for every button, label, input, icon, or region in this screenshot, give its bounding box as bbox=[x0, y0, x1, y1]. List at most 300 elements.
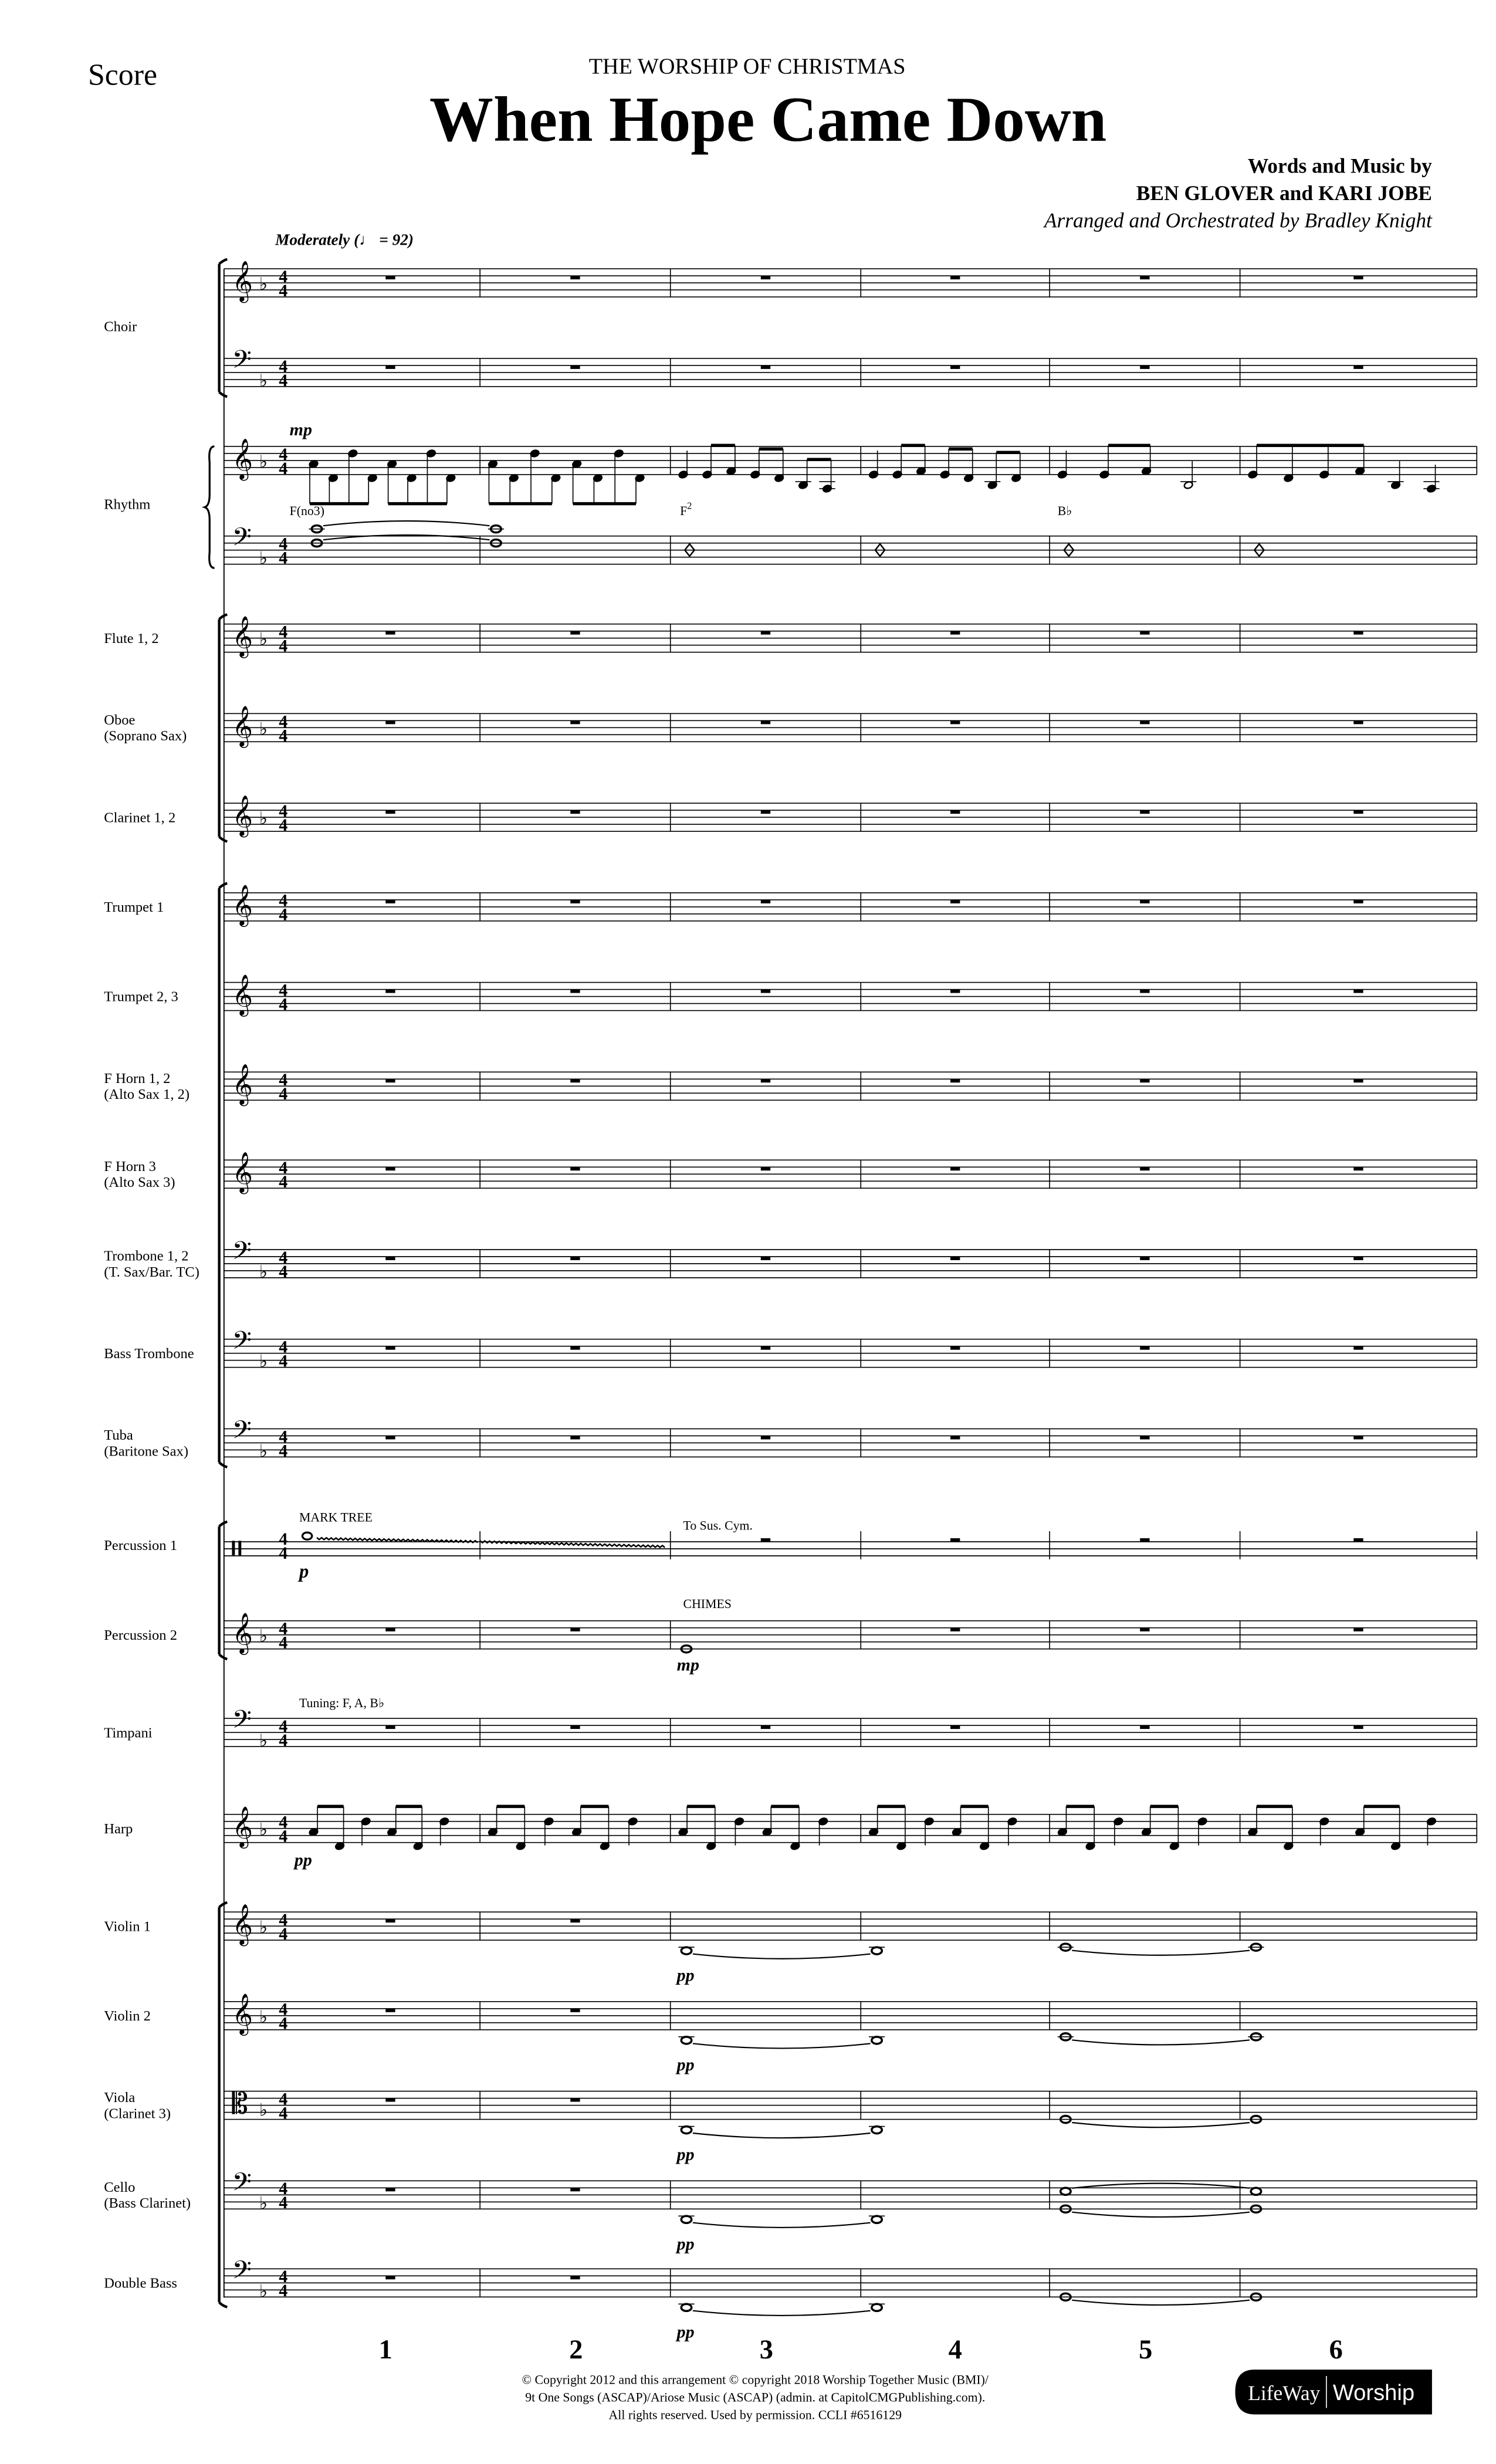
time-signature: 4 bbox=[279, 712, 288, 732]
whole-rest bbox=[570, 365, 580, 369]
perc1-instrument: MARK TREE bbox=[299, 1510, 373, 1525]
staff-timpani bbox=[104, 1705, 1477, 1751]
instrument-label: Tuba bbox=[104, 1427, 133, 1443]
whole-note bbox=[872, 2127, 882, 2134]
whole-rest bbox=[1353, 1346, 1363, 1350]
bracket bbox=[219, 259, 228, 397]
credit-arranger: Arranged and Orchestrated by Bradley Knight bbox=[1044, 208, 1432, 232]
time-signature: 4 bbox=[279, 1633, 288, 1653]
whole-rest bbox=[570, 810, 580, 814]
treble-clef-icon: 𝄞 bbox=[232, 884, 253, 926]
tempo-marking: Moderately (♩ = 92) bbox=[275, 231, 414, 249]
instrument-label: Percussion 2 bbox=[104, 1627, 177, 1643]
whole-rest bbox=[1353, 1628, 1363, 1632]
whole-rest bbox=[1140, 1436, 1149, 1439]
whole-rest bbox=[385, 2009, 395, 2012]
key-signature-flat: ♭ bbox=[259, 2194, 268, 2213]
time-signature: 4 bbox=[279, 2267, 288, 2287]
bass-clef-icon: 𝄢 bbox=[232, 1236, 252, 1272]
instrument-label: (Alto Sax 1, 2) bbox=[104, 1087, 190, 1103]
whole-rest bbox=[1140, 990, 1149, 993]
whole-rest bbox=[385, 990, 395, 993]
whole-rest bbox=[761, 990, 770, 993]
whole-rest bbox=[385, 1436, 395, 1439]
time-signature: 4 bbox=[279, 2013, 288, 2033]
whole-rest bbox=[385, 1919, 395, 1923]
instrument-label: F Horn 3 bbox=[104, 1158, 156, 1175]
whole-rest bbox=[385, 1167, 395, 1170]
whole-rest bbox=[570, 2276, 580, 2279]
chord-symbol-m5: B♭ bbox=[1057, 504, 1072, 519]
staff-tuba bbox=[104, 1416, 1477, 1461]
bass-clef-icon: 𝄢 bbox=[232, 1416, 252, 1451]
instrument-label: Bass Trombone bbox=[104, 1345, 194, 1362]
instrument-label: Trumpet 2, 3 bbox=[104, 989, 178, 1005]
whole-rest bbox=[761, 1167, 770, 1170]
key-signature-flat: ♭ bbox=[259, 1918, 268, 1938]
whole-note bbox=[302, 1532, 312, 1539]
whole-rest bbox=[1140, 631, 1149, 635]
measure-numbers bbox=[379, 2335, 1343, 2365]
key-signature-flat: ♭ bbox=[259, 719, 268, 739]
time-signature: 4 bbox=[279, 1731, 288, 1751]
score-label: Score bbox=[88, 58, 157, 92]
key-signature-flat: ♭ bbox=[259, 2282, 268, 2301]
instrument-label: Oboe bbox=[104, 712, 136, 728]
whole-rest bbox=[950, 1538, 960, 1542]
whole-rest bbox=[1353, 1167, 1363, 1170]
time-signature: 4 bbox=[279, 534, 288, 554]
key-signature-flat: ♭ bbox=[259, 452, 268, 472]
whole-rest bbox=[950, 365, 960, 369]
staff-bass-trombone bbox=[104, 1326, 1477, 1371]
whole-rest bbox=[950, 810, 960, 814]
time-signature: 4 bbox=[279, 370, 288, 390]
staff-choir-bass bbox=[224, 345, 1477, 390]
whole-rest bbox=[950, 1257, 960, 1260]
instrument-label: Clarinet 1, 2 bbox=[104, 810, 176, 826]
whole-note bbox=[872, 2304, 882, 2311]
time-signature: 4 bbox=[279, 2193, 288, 2213]
bass-clef-icon: 𝄢 bbox=[232, 1705, 252, 1741]
whole-rest bbox=[1140, 1538, 1149, 1542]
whole-rest bbox=[570, 1079, 580, 1082]
bass-clef-icon: 𝄢 bbox=[232, 2167, 252, 2203]
instrument-label: Rhythm bbox=[104, 496, 151, 513]
instrument-label: (Baritone Sax) bbox=[104, 1443, 189, 1460]
key-signature-flat: ♭ bbox=[259, 275, 268, 295]
whole-note bbox=[872, 2037, 882, 2044]
measure-number: 4 bbox=[948, 2335, 962, 2365]
staff-rhythm-treble bbox=[104, 438, 1477, 512]
time-signature: 4 bbox=[279, 2281, 288, 2301]
whole-rest bbox=[570, 1628, 580, 1632]
perc1-instrument-change: To Sus. Cym. bbox=[683, 1518, 753, 1533]
whole-rest bbox=[1140, 365, 1149, 369]
key-signature-flat: ♭ bbox=[259, 1626, 268, 1646]
chord-symbol-m3 bbox=[680, 500, 692, 518]
whole-rest bbox=[385, 2188, 395, 2191]
instrument-label: Cello bbox=[104, 2179, 136, 2195]
copyright-line: © Copyright 2012 and this arrangement © copyright 2018 Worship Together Music (BMI)/ bbox=[522, 2372, 989, 2387]
whole-rest bbox=[385, 1628, 395, 1632]
whole-rest bbox=[950, 1079, 960, 1082]
annotations bbox=[290, 420, 1072, 2342]
staff-percussion2 bbox=[104, 1613, 1477, 1655]
logo-worship: Worship bbox=[1332, 2380, 1415, 2405]
whole-rest bbox=[1140, 1167, 1149, 1170]
bracket bbox=[219, 1522, 228, 1660]
whole-rest bbox=[385, 1346, 395, 1350]
treble-clef-icon: 𝄞 bbox=[232, 1152, 253, 1193]
treble-clef-icon: 𝄞 bbox=[232, 260, 253, 302]
time-signature: 4 bbox=[279, 1999, 288, 2019]
whole-note bbox=[681, 2216, 691, 2223]
footer bbox=[522, 2370, 1432, 2422]
bass-clef-icon: 𝄢 bbox=[232, 2255, 252, 2291]
viola-dynamic: pp bbox=[676, 2144, 695, 2164]
whole-note bbox=[1061, 2188, 1071, 2195]
perc2-instrument: CHIMES bbox=[683, 1596, 732, 1611]
time-signature: 4 bbox=[279, 622, 288, 642]
instrument-label: Percussion 1 bbox=[104, 1538, 177, 1554]
tie bbox=[693, 2223, 871, 2228]
whole-rest bbox=[385, 900, 395, 903]
whole-rest bbox=[1353, 990, 1363, 993]
measure-number: 3 bbox=[759, 2335, 773, 2365]
tie bbox=[1072, 2300, 1250, 2305]
double-bass-dynamic: pp bbox=[676, 2322, 695, 2342]
whole-rest bbox=[1353, 1079, 1363, 1082]
tie bbox=[323, 521, 490, 526]
whole-rest bbox=[761, 631, 770, 635]
treble-clef-icon: 𝄞 bbox=[232, 1064, 253, 1105]
whole-rest bbox=[761, 1436, 770, 1439]
bracket bbox=[219, 883, 228, 1467]
whole-rest bbox=[570, 720, 580, 724]
time-signature: 4 bbox=[279, 891, 288, 911]
tie bbox=[693, 1954, 871, 1959]
rhythm-dynamic: mp bbox=[289, 419, 312, 439]
whole-rest bbox=[570, 1725, 580, 1729]
logo-lifeway: LifeWay bbox=[1248, 2381, 1321, 2405]
whole-rest bbox=[1353, 900, 1363, 903]
whole-note bbox=[872, 2216, 882, 2223]
whole-rest bbox=[1353, 1725, 1363, 1729]
whole-rest bbox=[385, 720, 395, 724]
whole-rest bbox=[570, 1436, 580, 1439]
treble-clef-icon: 𝄞 bbox=[232, 1806, 253, 1847]
tie bbox=[1072, 1951, 1250, 1955]
staff-double-bass bbox=[104, 2256, 1477, 2316]
key-signature-flat: ♭ bbox=[259, 1441, 268, 1461]
whole-rest bbox=[950, 1346, 960, 1350]
instrument-label: Violin 2 bbox=[104, 2008, 151, 2025]
time-signature: 4 bbox=[279, 281, 288, 301]
time-signature: 4 bbox=[279, 1910, 288, 1930]
instrument-label: (Bass Clarinet) bbox=[104, 2195, 191, 2212]
staff-flute bbox=[104, 616, 1477, 658]
staff-violin1 bbox=[104, 1904, 1477, 1959]
time-signature: 4 bbox=[279, 267, 288, 287]
key-signature-flat: ♭ bbox=[259, 809, 268, 829]
whole-rest bbox=[950, 276, 960, 279]
whole-rest bbox=[761, 1079, 770, 1082]
whole-rest bbox=[950, 1725, 960, 1729]
time-signature: 4 bbox=[279, 980, 288, 1000]
whole-rest bbox=[570, 900, 580, 903]
staff-violin2 bbox=[104, 1993, 1477, 2049]
whole-note bbox=[681, 2037, 691, 2044]
whole-rest bbox=[761, 276, 770, 279]
whole-rest bbox=[570, 2188, 580, 2191]
tie bbox=[693, 2311, 871, 2316]
violin1-dynamic: pp bbox=[676, 1965, 695, 1985]
whole-rest bbox=[1140, 900, 1149, 903]
whole-rest bbox=[1353, 810, 1363, 814]
key-signature-flat: ♭ bbox=[259, 1731, 268, 1751]
time-signature: 4 bbox=[279, 1247, 288, 1267]
alto-clef-icon: 𝄡 bbox=[232, 2086, 248, 2121]
whole-rest bbox=[385, 1725, 395, 1729]
whole-rest bbox=[950, 1436, 960, 1439]
time-signature: 4 bbox=[279, 2103, 288, 2123]
treble-clef-icon: 𝄞 bbox=[232, 974, 253, 1016]
key-signature-flat: ♭ bbox=[259, 549, 268, 568]
whole-rest bbox=[385, 810, 395, 814]
staff-clarinet bbox=[104, 795, 1477, 837]
time-signature: 4 bbox=[279, 801, 288, 821]
perc2-dynamic: mp bbox=[676, 1655, 699, 1675]
key-signature-flat: ♭ bbox=[259, 2100, 268, 2120]
bass-clef-icon: 𝄢 bbox=[232, 345, 252, 381]
percussion-clef-icon bbox=[232, 1541, 235, 1555]
whole-rest bbox=[1140, 276, 1149, 279]
instrument-label: Timpani bbox=[104, 1725, 153, 1741]
measure-number: 6 bbox=[1329, 2335, 1343, 2365]
instrument-label: (Clarinet 3) bbox=[104, 2106, 171, 2122]
time-signature: 4 bbox=[279, 1619, 288, 1639]
whole-rest bbox=[1353, 631, 1363, 635]
staff-harp bbox=[104, 1806, 1477, 1850]
time-signature: 4 bbox=[279, 458, 288, 478]
time-signature: 4 bbox=[279, 1070, 288, 1090]
tie bbox=[693, 2043, 871, 2048]
whole-rest bbox=[385, 1257, 395, 1260]
timpani-tuning: Tuning: F, A, B♭ bbox=[299, 1696, 385, 1710]
whole-rest bbox=[761, 1725, 770, 1729]
song-title: When Hope Came Down bbox=[429, 84, 1107, 155]
staff-horn3 bbox=[104, 1152, 1477, 1194]
time-signature: 4 bbox=[279, 1826, 288, 1846]
whole-rest bbox=[570, 1167, 580, 1170]
whole-rest bbox=[761, 1346, 770, 1350]
staff-viola bbox=[104, 2087, 1477, 2138]
time-signature: 4 bbox=[279, 1924, 288, 1944]
whole-rest bbox=[950, 900, 960, 903]
whole-rest bbox=[570, 1346, 580, 1350]
chord-root: F bbox=[680, 504, 688, 519]
time-signature: 4 bbox=[279, 1812, 288, 1832]
staff-horn12 bbox=[104, 1064, 1477, 1106]
whole-rest bbox=[1353, 1257, 1363, 1260]
treble-clef-icon: 𝄞 bbox=[232, 1612, 253, 1654]
whole-rest bbox=[570, 2009, 580, 2012]
time-signature: 4 bbox=[279, 1261, 288, 1281]
staff-trombone bbox=[104, 1237, 1477, 1282]
cello-dynamic: pp bbox=[676, 2234, 695, 2254]
instrument-label: (T. Sax/Bar. TC) bbox=[104, 1264, 199, 1280]
whole-rest bbox=[570, 1257, 580, 1260]
time-signature: 4 bbox=[279, 1084, 288, 1104]
staff-trumpet1 bbox=[104, 885, 1477, 927]
perc1-dynamic: p bbox=[299, 1561, 309, 1583]
instrument-label: Trumpet 1 bbox=[104, 899, 164, 915]
whole-rest bbox=[1353, 276, 1363, 279]
treble-clef-icon: 𝄞 bbox=[232, 705, 253, 747]
time-signature: 4 bbox=[279, 356, 288, 376]
time-signature: 4 bbox=[279, 905, 288, 925]
instrument-label: Harp bbox=[104, 1820, 133, 1837]
lifeway-worship-logo bbox=[1235, 2370, 1431, 2414]
time-signature: 4 bbox=[279, 1158, 288, 1178]
instrument-label: F Horn 1, 2 bbox=[104, 1070, 171, 1087]
header bbox=[88, 54, 1433, 248]
whole-rest bbox=[761, 1257, 770, 1260]
staff-percussion1 bbox=[104, 1529, 1477, 1563]
whole-rest bbox=[385, 1079, 395, 1082]
whole-rest bbox=[385, 276, 395, 279]
bass-clef-icon: 𝄢 bbox=[232, 523, 252, 559]
whole-rest bbox=[1140, 1079, 1149, 1082]
whole-note bbox=[681, 2304, 691, 2311]
time-signature: 4 bbox=[279, 1543, 288, 1563]
time-signature: 4 bbox=[279, 548, 288, 568]
whole-rest bbox=[1140, 1725, 1149, 1729]
measure-number: 2 bbox=[569, 2335, 583, 2365]
time-signature: 4 bbox=[279, 815, 288, 835]
treble-clef-icon: 𝄞 bbox=[232, 1904, 253, 1945]
instrument-label: Trombone 1, 2 bbox=[104, 1248, 189, 1264]
whole-rest bbox=[1140, 1346, 1149, 1350]
whole-note bbox=[872, 1947, 882, 1954]
whole-rest bbox=[1140, 1257, 1149, 1260]
treble-clef-icon: 𝄞 bbox=[232, 1993, 253, 2035]
whole-rest bbox=[761, 900, 770, 903]
system bbox=[104, 259, 1477, 2316]
key-signature-flat: ♭ bbox=[259, 1820, 268, 1840]
key-signature-flat: ♭ bbox=[259, 2007, 268, 2027]
instrument-label: Double Bass bbox=[104, 2275, 177, 2292]
copyright-line: All rights reserved. Used by permission. CCLI #6516129 bbox=[608, 2408, 902, 2422]
whole-rest bbox=[950, 720, 960, 724]
time-signature: 4 bbox=[279, 1427, 288, 1447]
instrument-label: Viola bbox=[104, 2090, 136, 2106]
brace bbox=[205, 446, 214, 568]
whole-rest bbox=[950, 631, 960, 635]
instrument-label: Violin 1 bbox=[104, 1918, 151, 1935]
treble-clef-icon: 𝄞 bbox=[232, 438, 253, 479]
whole-rest bbox=[950, 1628, 960, 1632]
chord-extension: 2 bbox=[687, 500, 692, 512]
time-signature: 4 bbox=[279, 2179, 288, 2199]
instrument-label: (Alto Sax 3) bbox=[104, 1175, 175, 1191]
staff-trumpet23 bbox=[104, 974, 1477, 1016]
time-signature: 4 bbox=[279, 1441, 288, 1461]
whole-rest bbox=[570, 2099, 580, 2102]
time-signature: 4 bbox=[279, 444, 288, 464]
time-signature: 4 bbox=[279, 1529, 288, 1549]
whole-rest bbox=[950, 1167, 960, 1170]
whole-note bbox=[681, 1947, 691, 1954]
whole-rest bbox=[570, 631, 580, 635]
time-signature: 4 bbox=[279, 2089, 288, 2109]
tie bbox=[693, 2133, 871, 2138]
whole-rest bbox=[1353, 365, 1363, 369]
whole-rest bbox=[761, 1538, 770, 1542]
whole-rest bbox=[1140, 1628, 1149, 1632]
series-title: THE WORSHIP OF CHRISTMAS bbox=[588, 54, 906, 79]
time-signature: 4 bbox=[279, 636, 288, 656]
whole-note bbox=[681, 2127, 691, 2134]
whole-rest bbox=[385, 2276, 395, 2279]
staff-rhythm-bass bbox=[224, 521, 1477, 568]
whole-rest bbox=[1353, 1538, 1363, 1542]
staff-cello bbox=[104, 2168, 1477, 2228]
whole-rest bbox=[1140, 720, 1149, 724]
key-signature-flat: ♭ bbox=[259, 371, 268, 391]
chord-symbol-m1: F(no3) bbox=[289, 504, 324, 519]
copyright-line: 9t One Songs (ASCAP)/Ariose Music (ASCAP) (admin. at CapitolCMGPublishing.com). bbox=[525, 2390, 986, 2405]
whole-note bbox=[1251, 2188, 1261, 2195]
key-signature-flat: ♭ bbox=[259, 1263, 268, 1282]
tie bbox=[1072, 2123, 1250, 2127]
treble-clef-icon: 𝄞 bbox=[232, 795, 253, 836]
whole-rest bbox=[1140, 810, 1149, 814]
key-signature-flat: ♭ bbox=[259, 1352, 268, 1372]
time-signature: 4 bbox=[279, 1337, 288, 1357]
whole-rest bbox=[761, 720, 770, 724]
whole-rest bbox=[385, 365, 395, 369]
harp-dynamic: pp bbox=[294, 1850, 312, 1870]
whole-rest bbox=[385, 631, 395, 635]
instrument-label: Choir bbox=[104, 319, 137, 335]
credit-composers: BEN GLOVER and KARI JOBE bbox=[1136, 181, 1432, 205]
tie bbox=[1072, 2040, 1250, 2045]
whole-rest bbox=[570, 276, 580, 279]
staff-oboe bbox=[104, 705, 1477, 747]
key-signature-flat: ♭ bbox=[259, 629, 268, 649]
percussion-clef-icon bbox=[238, 1541, 241, 1555]
time-signature: 4 bbox=[279, 994, 288, 1014]
bass-clef-icon: 𝄢 bbox=[232, 1326, 252, 1362]
tie bbox=[1072, 2212, 1250, 2217]
measure-number: 5 bbox=[1139, 2335, 1153, 2365]
whole-rest bbox=[385, 2099, 395, 2102]
whole-rest bbox=[570, 1919, 580, 1923]
staff-choir-treble bbox=[104, 260, 1477, 334]
time-signature: 4 bbox=[279, 1717, 288, 1736]
treble-clef-icon: 𝄞 bbox=[232, 615, 253, 657]
violin2-dynamic: pp bbox=[676, 2055, 695, 2075]
time-signature: 4 bbox=[279, 1351, 288, 1371]
measure-number: 1 bbox=[378, 2335, 392, 2365]
whole-rest bbox=[950, 990, 960, 993]
whole-rest bbox=[1353, 1436, 1363, 1439]
whole-rest bbox=[761, 365, 770, 369]
whole-rest bbox=[1353, 720, 1363, 724]
credit-words-music: Words and Music by bbox=[1247, 154, 1432, 178]
